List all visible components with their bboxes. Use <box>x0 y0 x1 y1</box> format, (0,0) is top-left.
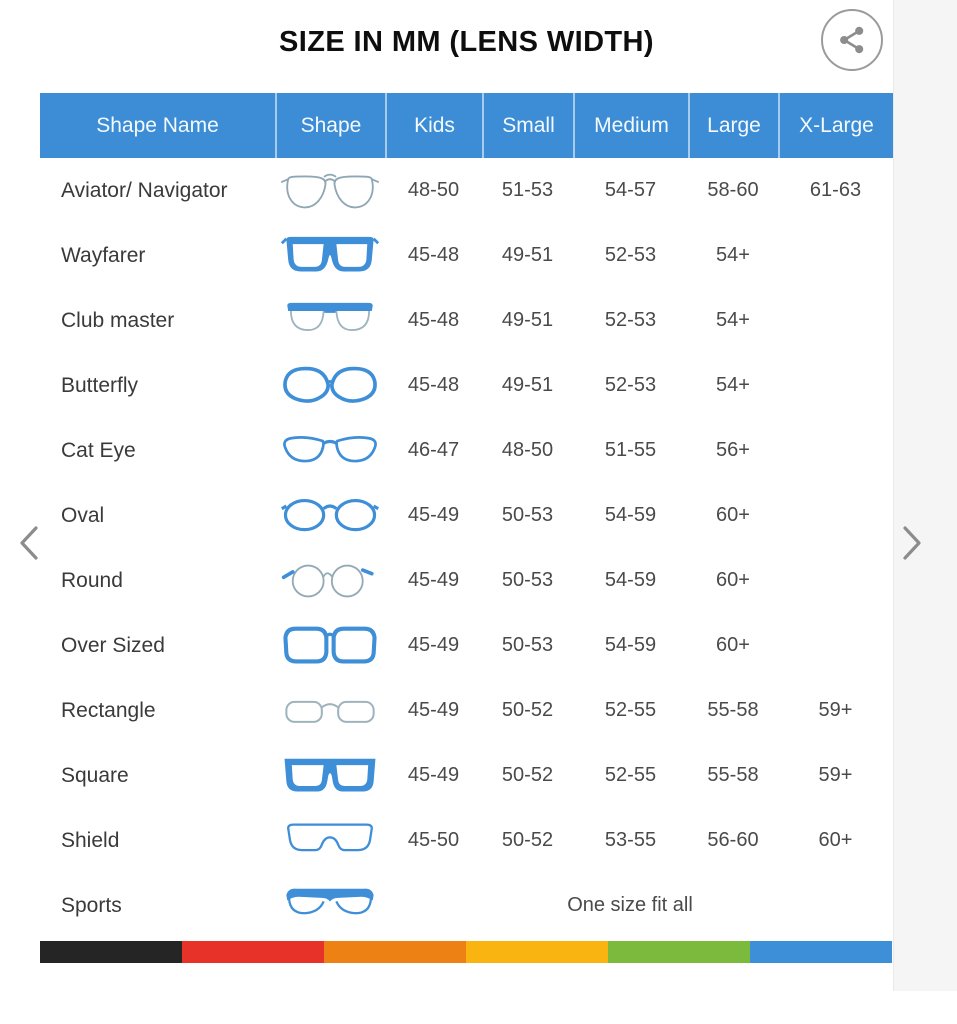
size-kids: 45-49 <box>407 699 460 721</box>
table-row <box>40 418 893 483</box>
size-small: 50-53 <box>501 569 554 591</box>
size-kids: 45-49 <box>407 504 460 526</box>
shape-name-cell: Cat Eye <box>61 438 136 462</box>
size-large: 56+ <box>716 439 750 461</box>
chevron-left-icon <box>16 550 42 565</box>
size-small: 50-52 <box>501 699 554 721</box>
size-xlarge: 59+ <box>818 699 853 721</box>
next-image-button[interactable] <box>899 524 925 562</box>
size-medium: 52-55 <box>604 699 657 721</box>
table-row <box>40 613 893 678</box>
chart-title: SIZE IN MM (LENS WIDTH) <box>279 26 654 58</box>
table-row <box>40 223 893 288</box>
size-large: 55-58 <box>707 764 759 786</box>
size-small: 49-51 <box>501 374 554 396</box>
shape-name-cell: Butterfly <box>61 373 139 397</box>
table-row <box>40 808 893 873</box>
size-medium: 53-55 <box>604 829 657 851</box>
size-kids: 45-49 <box>407 634 460 656</box>
size-large: 56-60 <box>707 829 759 851</box>
size-small: 50-52 <box>501 829 554 851</box>
size-medium: 54-57 <box>604 179 657 201</box>
size-large: 58-60 <box>707 179 759 201</box>
size-large: 54+ <box>716 244 750 266</box>
sports-glasses-icon <box>280 882 380 930</box>
color-segment <box>324 941 466 963</box>
size-xlarge: 61-63 <box>809 179 862 201</box>
table-row <box>40 483 893 548</box>
rectangle-glasses-icon <box>280 687 380 735</box>
size-medium: 54-59 <box>604 504 657 526</box>
size-small: 49-51 <box>501 244 554 266</box>
size-medium: 54-59 <box>604 634 657 656</box>
one-size-label: One size fit all <box>567 894 693 916</box>
column-header-x-large: X-Large <box>778 93 893 158</box>
size-kids: 45-49 <box>407 764 460 786</box>
size-medium: 52-53 <box>604 374 657 396</box>
shield-glasses-icon <box>280 817 380 865</box>
butterfly-glasses-icon <box>280 362 380 410</box>
column-header-large: Large <box>688 93 778 158</box>
size-medium: 52-55 <box>604 764 657 786</box>
size-small: 50-53 <box>501 634 554 656</box>
size-kids: 45-50 <box>407 829 460 851</box>
color-segment <box>608 941 750 963</box>
column-header-small: Small <box>482 93 573 158</box>
next-image-edge <box>893 0 957 991</box>
clubmaster-glasses-icon <box>280 297 380 345</box>
size-kids: 45-48 <box>407 244 460 266</box>
wayfarer-glasses-icon <box>280 232 380 280</box>
shape-name-cell: Square <box>61 763 129 787</box>
column-header-medium: Medium <box>573 93 688 158</box>
shape-name-cell: Wayfarer <box>61 243 146 267</box>
size-large: 60+ <box>716 504 750 526</box>
table-row <box>40 548 893 613</box>
size-kids: 46-47 <box>407 439 460 461</box>
table-header-row <box>40 93 893 158</box>
cateye-glasses-icon <box>280 427 380 475</box>
chevron-right-icon <box>899 550 925 565</box>
size-kids: 45-49 <box>407 569 460 591</box>
shape-name-cell: Aviator/ Navigator <box>61 178 228 202</box>
table-row <box>40 743 893 808</box>
column-header-shape-name: Shape Name <box>96 113 219 137</box>
column-header-shape: Shape <box>275 93 385 158</box>
brand-color-bar <box>40 941 892 963</box>
size-small: 49-51 <box>501 309 554 331</box>
table-row <box>40 353 893 418</box>
size-small: 50-53 <box>501 504 554 526</box>
table-row <box>40 873 893 938</box>
shape-name-cell: Sports <box>61 893 122 917</box>
size-small: 50-52 <box>501 764 554 786</box>
size-large: 60+ <box>716 569 750 591</box>
size-medium: 54-59 <box>604 569 657 591</box>
square-glasses-icon <box>280 752 380 800</box>
column-header-kids: Kids <box>385 93 482 158</box>
share-icon <box>835 23 869 57</box>
size-kids: 48-50 <box>407 179 460 201</box>
size-large: 54+ <box>716 374 750 396</box>
size-chart-table <box>40 93 893 938</box>
size-xlarge: 60+ <box>818 829 853 851</box>
size-xlarge: 59+ <box>818 764 853 786</box>
shape-name-cell: Club master <box>61 308 175 332</box>
size-medium: 52-53 <box>604 244 657 266</box>
size-large: 54+ <box>716 309 750 331</box>
size-small: 48-50 <box>501 439 554 461</box>
color-segment <box>466 941 608 963</box>
size-small: 51-53 <box>501 179 554 201</box>
table-row <box>40 288 893 353</box>
size-kids: 45-48 <box>407 309 460 331</box>
oval-glasses-icon <box>280 492 380 540</box>
size-kids: 45-48 <box>407 374 460 396</box>
shape-name-cell: Over Sized <box>61 633 165 657</box>
round-glasses-icon <box>280 557 380 605</box>
shape-name-cell: Shield <box>61 828 120 852</box>
previous-image-button[interactable] <box>16 524 42 562</box>
color-segment <box>40 941 182 963</box>
size-medium: 52-53 <box>604 309 657 331</box>
table-row <box>40 158 893 223</box>
oversized-glasses-icon <box>280 622 380 670</box>
size-medium: 51-55 <box>604 439 657 461</box>
color-segment <box>750 941 892 963</box>
size-large: 55-58 <box>707 699 759 721</box>
aviator-glasses-icon <box>280 167 380 215</box>
size-large: 60+ <box>716 634 750 656</box>
share-button[interactable] <box>821 9 883 71</box>
table-row <box>40 678 893 743</box>
shape-name-cell: Rectangle <box>61 698 156 722</box>
color-segment <box>182 941 324 963</box>
shape-name-cell: Oval <box>61 503 105 527</box>
shape-name-cell: Round <box>61 568 123 592</box>
